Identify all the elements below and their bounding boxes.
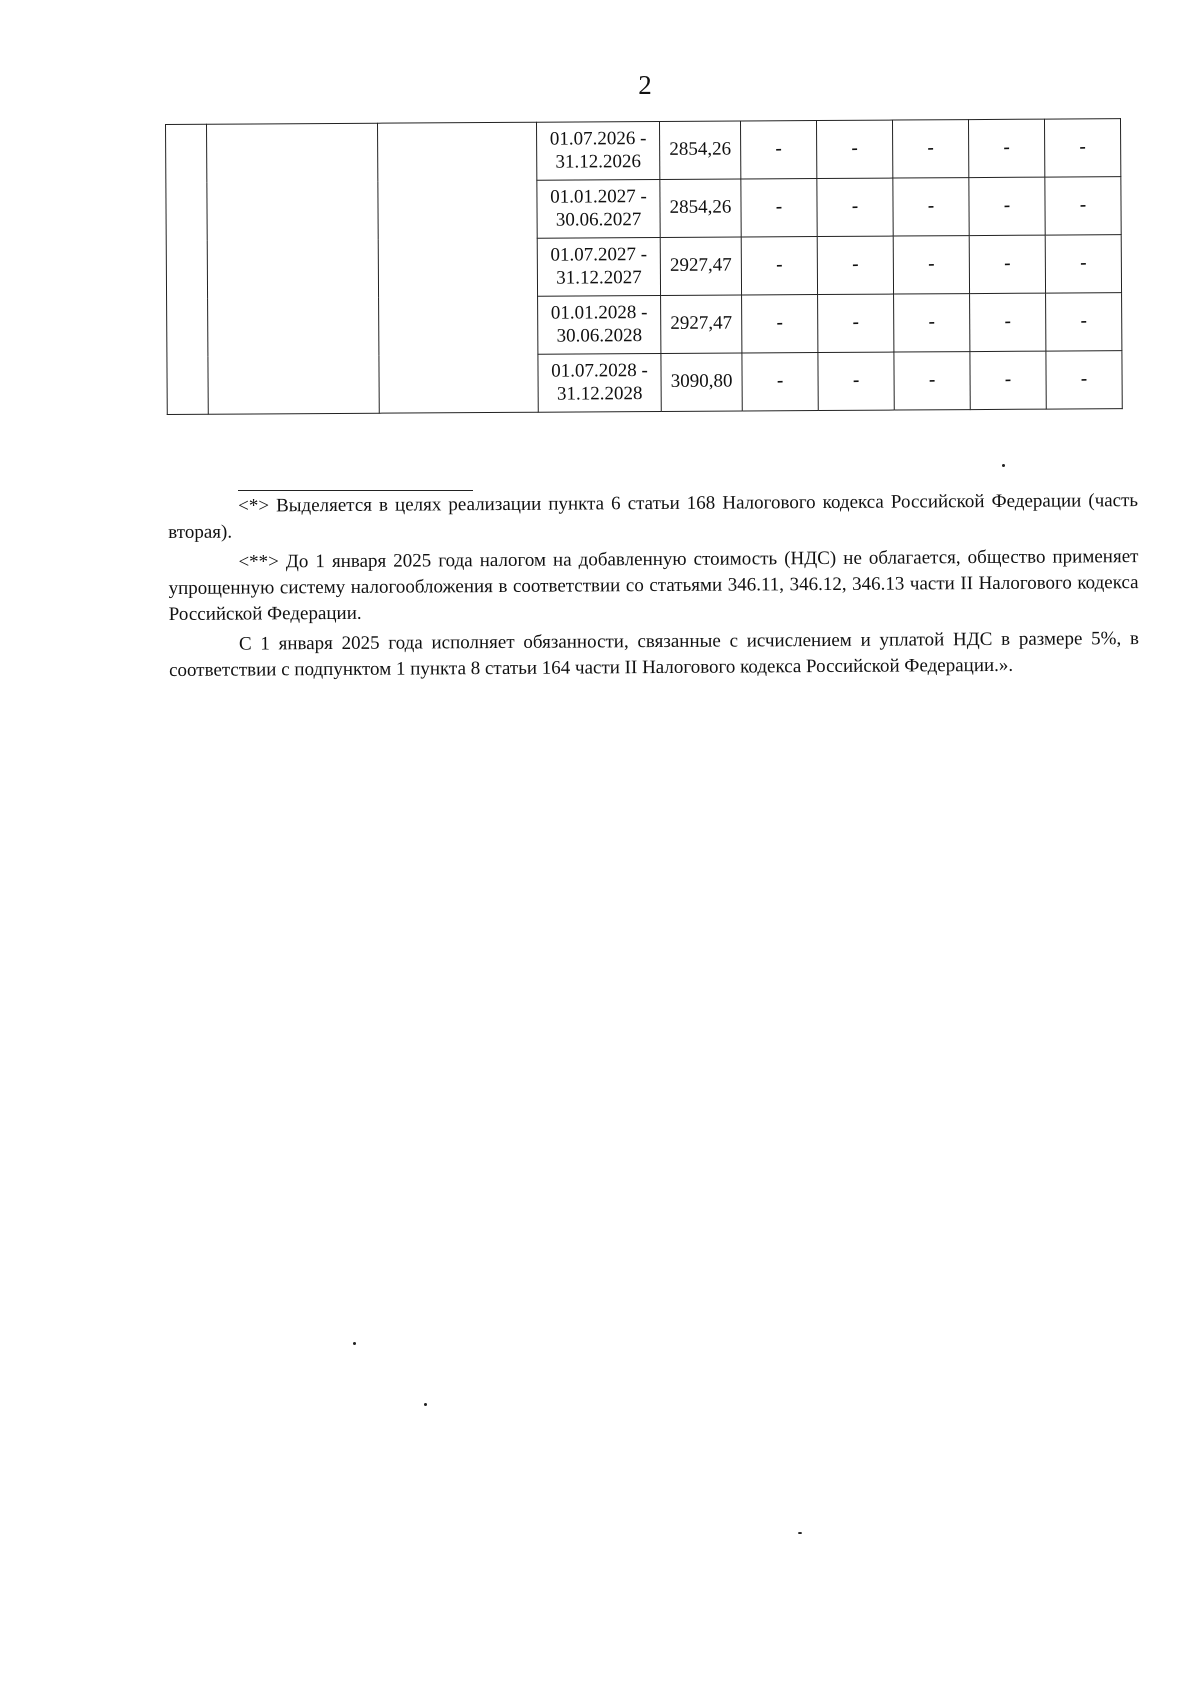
- dash-cell: -: [894, 294, 970, 352]
- dash-cell: -: [968, 119, 1044, 177]
- dash-cell: -: [894, 352, 970, 410]
- tariff-value-cell: 2927,47: [660, 237, 741, 295]
- dash-cell: -: [1045, 235, 1121, 293]
- dash-cell: -: [818, 352, 894, 410]
- dash-cell: -: [970, 293, 1046, 351]
- dash-cell: -: [741, 237, 817, 295]
- row-number-cell: [166, 124, 209, 414]
- period-start: 01.07.2027 -: [550, 243, 648, 266]
- dash-cell: -: [816, 120, 892, 178]
- tariff-table: [165, 118, 1123, 415]
- dash-cell: -: [740, 121, 816, 179]
- dash-cell: -: [969, 177, 1045, 235]
- period-end: 30.06.2027: [555, 208, 642, 231]
- tariff-value-cell: 3090,80: [661, 353, 742, 411]
- dash-cell: -: [817, 178, 893, 236]
- period-start: 01.07.2026 -: [549, 127, 647, 150]
- organization-name-cell: [207, 123, 380, 414]
- dash-cell: -: [742, 353, 818, 411]
- page-number: 2: [638, 70, 652, 100]
- footnotes: [168, 488, 1139, 688]
- period-start: 01.01.2027 -: [550, 185, 647, 208]
- scan-speck: [798, 1532, 802, 1534]
- dash-cell: -: [892, 120, 968, 178]
- table-row: [166, 119, 1121, 183]
- period-end: 31.12.2027: [556, 266, 642, 289]
- tariff-table-container: [165, 118, 1123, 415]
- period-cell: [538, 295, 661, 354]
- dash-cell: -: [1045, 177, 1121, 235]
- scan-speck: [1002, 464, 1005, 467]
- dash-cell: -: [818, 294, 894, 352]
- period-cell: [536, 121, 659, 180]
- dash-cell: -: [742, 295, 818, 353]
- period-end: 31.12.2028: [556, 382, 643, 405]
- footnote-3: С 1 января 2025 года исполняет обязанности, связанные с исчислением и уплатой НДС в размере 5%, в соответствии с подпунктом 1 пункта 8 статьи 164 части II Налогового кодекса Российской Федерации.».: [169, 628, 1139, 681]
- footnote-1: <*> Выделяется в целях реализации пункта 6 статьи 168 Налогового кодекса Российской Федерации (часть вторая).: [168, 490, 1139, 543]
- dash-cell: -: [969, 235, 1045, 293]
- footnote-separator: [238, 490, 473, 491]
- period-start: 01.07.2028 -: [551, 359, 648, 382]
- period-end: 30.06.2028: [556, 324, 643, 347]
- tariff-value-cell: 2854,26: [659, 121, 740, 179]
- dash-cell: -: [893, 236, 969, 294]
- scan-speck: [353, 1342, 356, 1345]
- period-cell: [537, 179, 660, 238]
- tariff-value-cell: 2854,26: [660, 179, 741, 237]
- dash-cell: -: [893, 178, 969, 236]
- period-cell: [538, 353, 661, 412]
- unit-cell: [377, 122, 538, 413]
- dash-cell: -: [741, 179, 817, 237]
- period-end: 31.12.2026: [555, 150, 642, 173]
- dash-cell: -: [1046, 351, 1122, 409]
- dash-cell: -: [817, 236, 893, 294]
- period-cell: [537, 237, 660, 296]
- period-start: 01.01.2028 -: [550, 301, 648, 324]
- tariff-value-cell: 2927,47: [661, 295, 742, 353]
- dash-cell: -: [970, 351, 1046, 409]
- footnote-2: <**> До 1 января 2025 года налогом на добавленную стоимость (НДС) не облагается, общество применяет упрощенную систему налогообложения в соответствии со статьями 346.11, 346.12, 346.13 части II Налогового кодекса Российской Федерации.: [168, 546, 1139, 625]
- dash-cell: -: [1044, 119, 1120, 177]
- scan-speck: [424, 1403, 427, 1406]
- dash-cell: -: [1046, 293, 1122, 351]
